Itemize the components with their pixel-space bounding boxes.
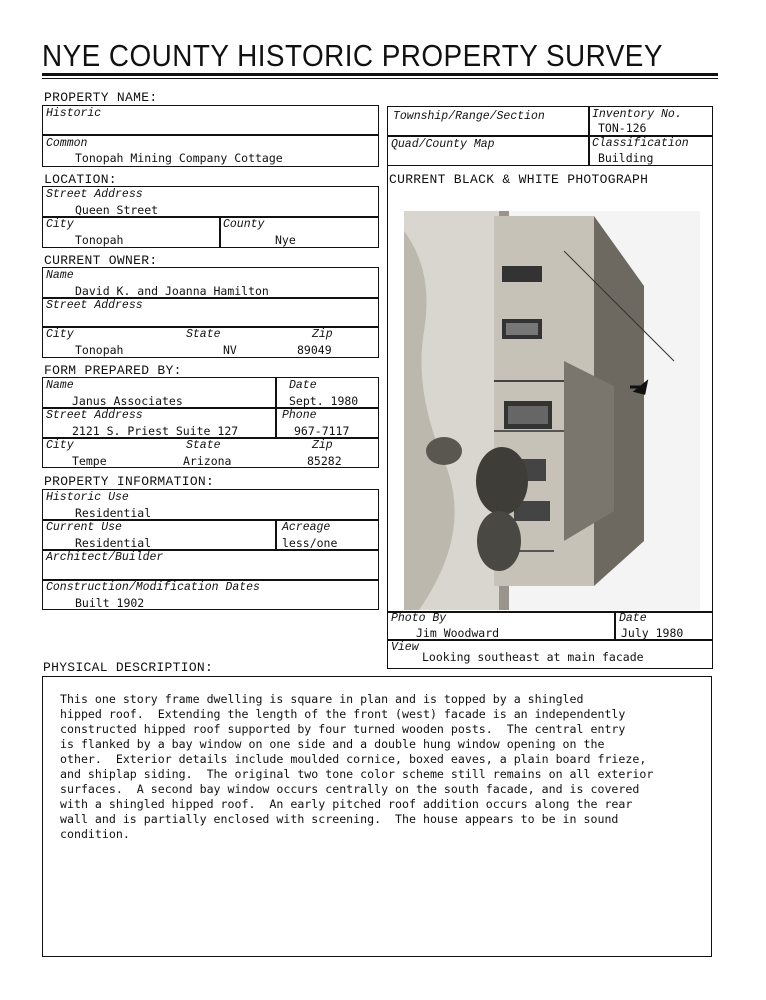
prepared-city-value: Tempe	[72, 454, 107, 468]
prepared-street-value: 2121 S. Priest Suite 127	[72, 424, 239, 438]
description-line: condition.	[60, 827, 130, 841]
owner-city-label: City	[46, 328, 74, 341]
historic-use-value: Residential	[75, 506, 152, 520]
acreage-value: less/one	[282, 536, 338, 550]
prepared-state-value: Arizona	[183, 454, 232, 468]
current-use-value: Residential	[75, 536, 152, 550]
owner-state-label: State	[186, 328, 221, 341]
physical-description	[60, 692, 653, 842]
dates-value: Built 1902	[75, 596, 145, 610]
prepared-name-label: Name	[46, 379, 74, 392]
prepared-date-label: Date	[289, 379, 317, 392]
description-line: hipped roof. Extending the length of the front (west) facade is an independently	[60, 707, 626, 721]
title-rule-thin	[42, 78, 718, 79]
common-label: Common	[46, 137, 88, 150]
prepared-heading: FORM PREPARED BY:	[44, 363, 182, 378]
inventory-value: TON-126	[598, 121, 647, 135]
description-line: with a shingled hipped roof. An early pitched roof addition occurs along the rear	[60, 797, 633, 811]
location-county-value: Nye	[275, 233, 296, 247]
physical-heading: PHYSICAL DESCRIPTION:	[43, 660, 214, 675]
location-county-label: County	[223, 218, 265, 231]
owner-city-value: Tonopah	[75, 343, 124, 357]
prepared-phone-value: 967-7117	[294, 424, 350, 438]
description-line: This one story frame dwelling is square in plan and is topped by a shingled	[60, 692, 584, 706]
common-value: Tonopah Mining Company Cottage	[75, 151, 283, 165]
view-label: View	[391, 641, 419, 654]
inventory-label: Inventory No.	[592, 108, 682, 121]
owner-name-label: Name	[46, 269, 74, 282]
dates-label: Construction/Modification Dates	[46, 581, 260, 594]
location-city-label: City	[46, 218, 74, 231]
location-street-value: Queen Street	[75, 203, 159, 217]
description-line: surfaces. A second bay window occurs centrally on the south facade, and is covered	[60, 782, 640, 796]
prepared-name-value: Janus Associates	[72, 394, 183, 408]
prepared-zip-label: Zip	[312, 439, 333, 452]
prepared-state-label: State	[186, 439, 221, 452]
prepared-zip-value: 85282	[307, 454, 342, 468]
house-photograph	[404, 211, 700, 610]
description-line: constructed hipped roof supported by four turned wooden posts. The central entry	[60, 722, 626, 736]
owner-zip-label: Zip	[312, 328, 333, 341]
photo-heading: CURRENT BLACK & WHITE PHOTOGRAPH	[389, 172, 649, 187]
quad-label: Quad/County Map	[391, 138, 495, 151]
prepared-phone-label: Phone	[282, 409, 317, 422]
owner-state-value: NV	[223, 343, 237, 357]
architect-label: Architect/Builder	[46, 551, 164, 564]
current-use-label: Current Use	[46, 521, 122, 534]
view-value: Looking southeast at main facade	[422, 650, 644, 664]
description-line: other. Exterior details include moulded cornice, boxed eaves, a plain board frieze,	[60, 752, 647, 766]
classification-value: Building	[598, 151, 654, 165]
historic-label: Historic	[46, 107, 102, 120]
owner-zip-value: 89049	[297, 343, 332, 357]
prepared-city-label: City	[46, 439, 74, 452]
owner-name-value: David K. and Joanna Hamilton	[75, 284, 269, 298]
location-city-value: Tonopah	[75, 233, 124, 247]
property-name-heading: PROPERTY NAME:	[44, 90, 158, 105]
classification-label: Classification	[592, 137, 689, 150]
photo-by-label: Photo By	[391, 612, 447, 625]
trs-label: Township/Range/Section	[393, 110, 545, 123]
prepared-date-value: Sept. 1980	[289, 394, 359, 408]
owner-street-label: Street Address	[46, 299, 143, 312]
prepared-street-label: Street Address	[46, 409, 143, 422]
historic-use-label: Historic Use	[46, 491, 129, 504]
acreage-label: Acreage	[282, 521, 331, 534]
location-street-label: Street Address	[46, 188, 143, 201]
description-line: wall and is partially enclosed with screening. The house appears to be in sound	[60, 812, 619, 826]
description-line: and shiplap siding. The original two tone color scheme still remains on all exterior	[60, 767, 654, 781]
location-heading: LOCATION:	[44, 172, 117, 187]
owner-heading: CURRENT OWNER:	[44, 253, 158, 268]
photo-date-label: Date	[619, 612, 647, 625]
photo-date-value: July 1980	[621, 626, 684, 640]
photo-by-value: Jim Woodward	[416, 626, 500, 640]
form-title: NYE COUNTY HISTORIC PROPERTY SURVEY	[42, 38, 663, 73]
info-heading: PROPERTY INFORMATION:	[44, 474, 215, 489]
title-rule	[42, 73, 718, 76]
description-line: is flanked by a bay window on one side and a double hung window opening on the	[60, 737, 605, 751]
